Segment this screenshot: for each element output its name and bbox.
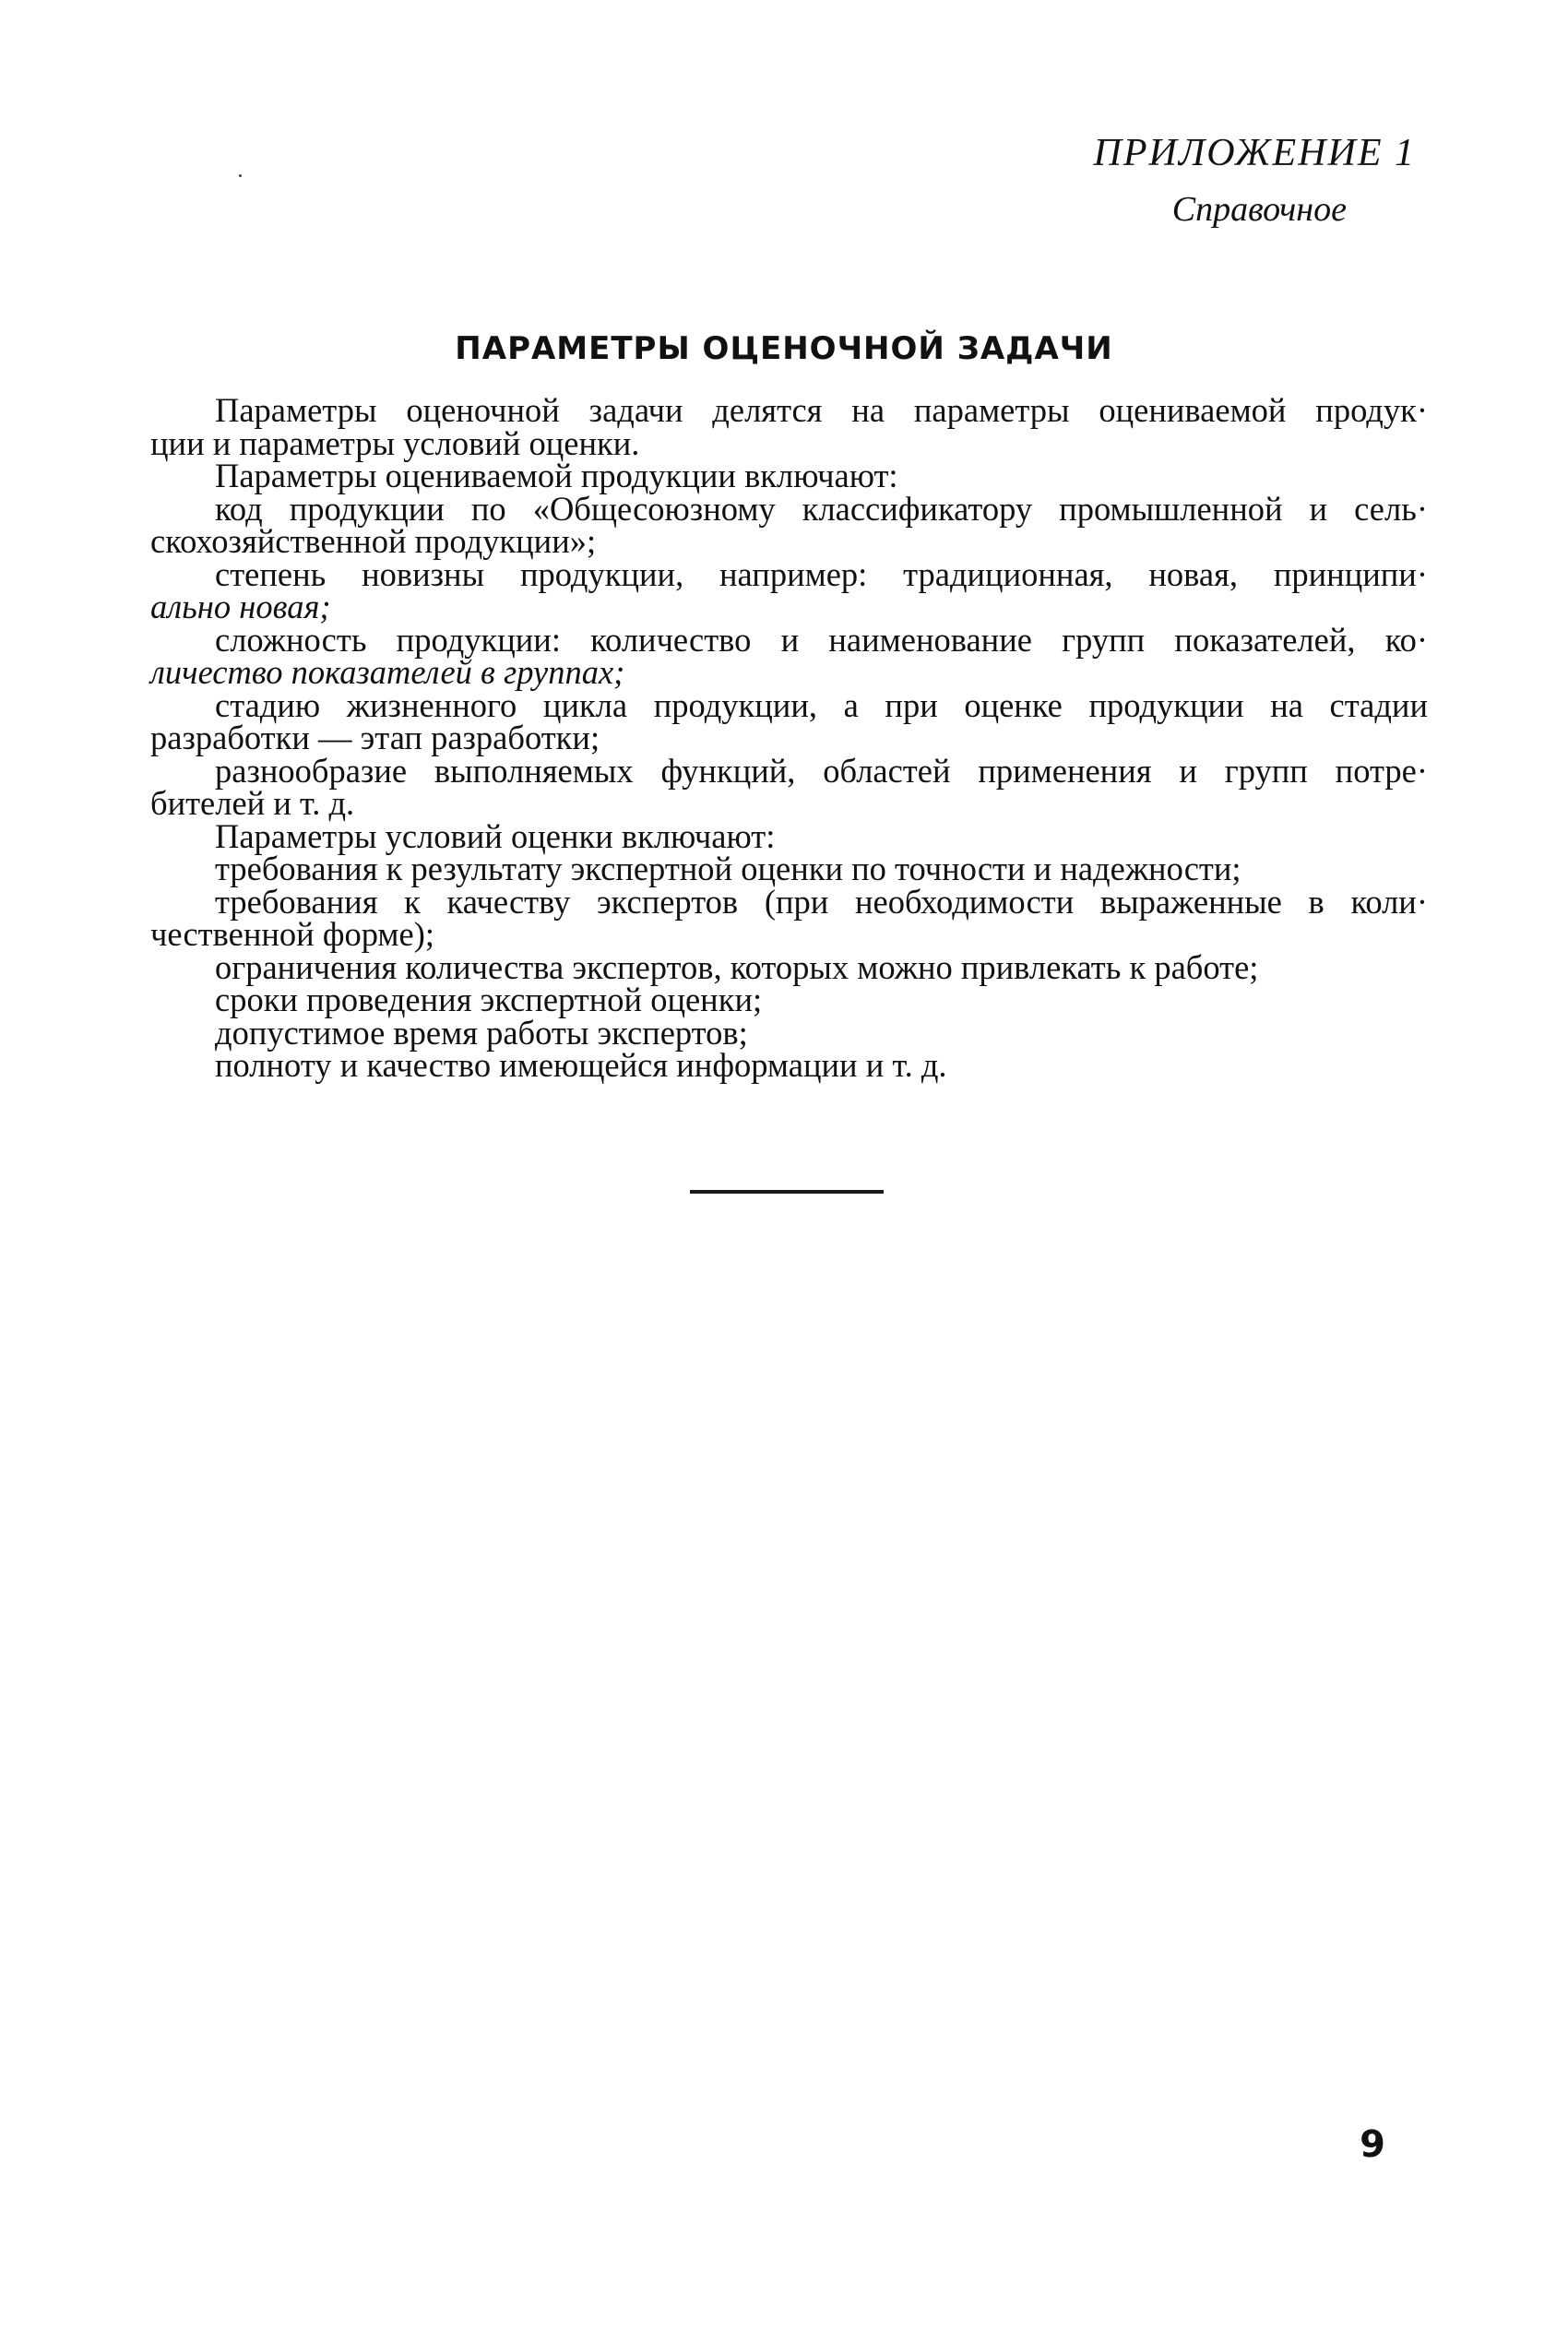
body-line: Параметры оценочной задачи делятся на параметры оцениваемой продук· — [215, 391, 1428, 429]
body-line: бителей и т. д. — [150, 784, 355, 822]
section-divider — [690, 1190, 884, 1194]
body-line: личество показателей в группах; — [150, 653, 625, 691]
body-line: ограничения количества экспертов, которых можно привлекать к работе; — [215, 947, 1259, 986]
body-line: требования к результату экспертной оценки по точности и надежности; — [215, 850, 1241, 887]
document-title: ПАРАМЕТРЫ ОЦЕНОЧНОЙ ЗАДАЧИ — [455, 330, 1113, 367]
body-line: разнообразие выполняемых функций, областей применения и групп потре· — [215, 751, 1428, 790]
body-line: ально новая; — [150, 588, 331, 625]
body-text — [150, 391, 1428, 1084]
body-line: Параметры условий оценки включают: — [215, 816, 776, 855]
appendix-type: Справочное — [1171, 190, 1347, 229]
body-line: полноту и качество имеющейся информации и т. д. — [215, 1046, 947, 1084]
scan-speck — [239, 174, 242, 177]
appendix-label: ПРИЛОЖЕНИЕ 1 — [1093, 132, 1416, 174]
body-line: стадию жизненного цикла продукции, а при оценке продукции на стадии — [215, 685, 1428, 724]
page-number: 9 — [1360, 2123, 1385, 2166]
body-line: сложность продукции: количество и наименование групп показателей, ко· — [215, 620, 1428, 659]
body-line: допустимое время работы экспертов; — [215, 1013, 748, 1052]
body-line: требования к качеству экспертов (при необходимости выраженные в коли· — [215, 882, 1428, 921]
body-line: скохозяйственной продукции»; — [150, 522, 597, 560]
body-line: Параметры оцениваемой продукции включают: — [215, 457, 898, 494]
body-line: разработки — этап разработки; — [150, 719, 600, 756]
body-line: ции и параметры условий оценки. — [150, 423, 640, 462]
body-line: чественной форме); — [150, 915, 435, 953]
body-line: код продукции по «Общесоюзному классификатору промышленной и сель· — [215, 489, 1428, 528]
body-line: сроки проведения экспертной оценки; — [215, 981, 763, 1018]
body-line: степень новизны продукции, например: традиционная, новая, принципи· — [215, 554, 1428, 593]
